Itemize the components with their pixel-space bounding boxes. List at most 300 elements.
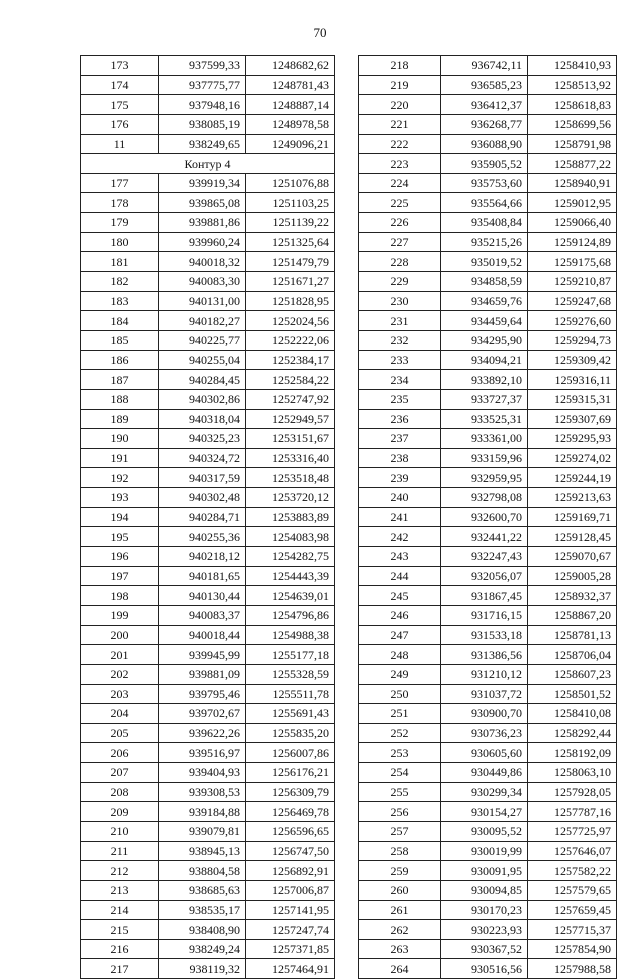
y-coordinate-cell: 1254083,98	[246, 527, 335, 547]
x-coordinate-cell: 940083,30	[159, 272, 246, 292]
y-coordinate-cell: 1248887,14	[246, 95, 335, 115]
y-coordinate-cell: 1258618,83	[528, 95, 617, 115]
table-row	[81, 861, 335, 881]
x-coordinate-cell: 940182,27	[159, 311, 246, 331]
y-coordinate-cell: 1257582,22	[528, 861, 617, 881]
point-number-cell: 208	[81, 782, 159, 802]
page-number: 70	[313, 25, 327, 40]
section-heading-cell: Контур 4	[81, 154, 335, 174]
x-coordinate-cell: 940218,12	[159, 547, 246, 567]
table-row	[359, 625, 617, 645]
table-row	[359, 664, 617, 684]
section-row	[81, 154, 335, 174]
y-coordinate-cell: 1257464,91	[246, 959, 335, 979]
x-coordinate-cell: 935564,66	[441, 193, 528, 213]
point-number-cell: 182	[81, 272, 159, 292]
table-row	[359, 75, 617, 95]
point-number-cell: 176	[81, 114, 159, 134]
table-row	[359, 488, 617, 508]
table-row	[359, 134, 617, 154]
point-number-cell: 197	[81, 566, 159, 586]
point-number-cell: 192	[81, 468, 159, 488]
x-coordinate-cell: 935753,60	[441, 173, 528, 193]
point-number-cell: 184	[81, 311, 159, 331]
table-row	[81, 409, 335, 429]
x-coordinate-cell: 937599,33	[159, 56, 246, 76]
point-number-cell: 177	[81, 173, 159, 193]
table-row	[359, 880, 617, 900]
y-coordinate-cell: 1251828,95	[246, 291, 335, 311]
y-coordinate-cell: 1254443,39	[246, 566, 335, 586]
x-coordinate-cell: 936088,90	[441, 134, 528, 154]
table-row	[81, 448, 335, 468]
y-coordinate-cell: 1254639,01	[246, 586, 335, 606]
y-coordinate-cell: 1252949,57	[246, 409, 335, 429]
point-number-cell: 247	[359, 625, 441, 645]
y-coordinate-cell: 1256309,79	[246, 782, 335, 802]
point-number-cell: 198	[81, 586, 159, 606]
y-coordinate-cell: 1255328,59	[246, 664, 335, 684]
table-row	[81, 547, 335, 567]
point-number-cell: 226	[359, 213, 441, 233]
x-coordinate-cell: 940325,23	[159, 429, 246, 449]
x-coordinate-cell: 938945,13	[159, 841, 246, 861]
y-coordinate-cell: 1259247,68	[528, 291, 617, 311]
y-coordinate-cell: 1248781,43	[246, 75, 335, 95]
table-row	[81, 252, 335, 272]
y-coordinate-cell: 1259309,42	[528, 350, 617, 370]
y-coordinate-cell: 1259012,95	[528, 193, 617, 213]
point-number-cell: 209	[81, 802, 159, 822]
y-coordinate-cell: 1255177,18	[246, 645, 335, 665]
x-coordinate-cell: 937948,16	[159, 95, 246, 115]
y-coordinate-cell: 1252584,22	[246, 370, 335, 390]
table-row	[81, 743, 335, 763]
y-coordinate-cell: 1252024,56	[246, 311, 335, 331]
table-row	[359, 114, 617, 134]
y-coordinate-cell: 1258791,98	[528, 134, 617, 154]
x-coordinate-cell: 939881,86	[159, 213, 246, 233]
x-coordinate-cell: 930449,86	[441, 763, 528, 783]
x-coordinate-cell: 930736,23	[441, 723, 528, 743]
x-coordinate-cell: 940318,04	[159, 409, 246, 429]
x-coordinate-cell: 932056,07	[441, 566, 528, 586]
table-row	[81, 566, 335, 586]
point-number-cell: 235	[359, 389, 441, 409]
point-number-cell: 233	[359, 350, 441, 370]
table-row	[81, 75, 335, 95]
point-number-cell: 180	[81, 232, 159, 252]
table-row	[359, 566, 617, 586]
table-row	[81, 272, 335, 292]
y-coordinate-cell: 1251671,27	[246, 272, 335, 292]
x-coordinate-cell: 930094,85	[441, 880, 528, 900]
table-row	[359, 939, 617, 959]
table-row	[81, 684, 335, 704]
point-number-cell: 225	[359, 193, 441, 213]
point-number-cell: 255	[359, 782, 441, 802]
x-coordinate-cell: 930095,52	[441, 821, 528, 841]
y-coordinate-cell: 1258192,09	[528, 743, 617, 763]
point-number-cell: 237	[359, 429, 441, 449]
point-number-cell: 227	[359, 232, 441, 252]
y-coordinate-cell: 1258706,04	[528, 645, 617, 665]
table-row	[81, 900, 335, 920]
y-coordinate-cell: 1252222,06	[246, 330, 335, 350]
table-row	[81, 173, 335, 193]
x-coordinate-cell: 938249,24	[159, 939, 246, 959]
y-coordinate-cell: 1251479,79	[246, 252, 335, 272]
x-coordinate-cell: 931386,56	[441, 645, 528, 665]
table-row	[81, 193, 335, 213]
table-row	[359, 193, 617, 213]
point-number-cell: 231	[359, 311, 441, 331]
x-coordinate-cell: 931716,15	[441, 605, 528, 625]
y-coordinate-cell: 1258699,56	[528, 114, 617, 134]
x-coordinate-cell: 940018,44	[159, 625, 246, 645]
point-number-cell: 224	[359, 173, 441, 193]
point-number-cell: 244	[359, 566, 441, 586]
table-row	[359, 586, 617, 606]
y-coordinate-cell: 1254988,38	[246, 625, 335, 645]
table-row	[359, 252, 617, 272]
table-row	[359, 645, 617, 665]
y-coordinate-cell: 1252747,92	[246, 389, 335, 409]
y-coordinate-cell: 1256596,65	[246, 821, 335, 841]
x-coordinate-cell: 931210,12	[441, 664, 528, 684]
point-number-cell: 248	[359, 645, 441, 665]
table-row	[81, 389, 335, 409]
x-coordinate-cell: 935019,52	[441, 252, 528, 272]
x-coordinate-cell: 940083,37	[159, 605, 246, 625]
point-number-cell: 173	[81, 56, 159, 76]
point-number-cell: 190	[81, 429, 159, 449]
x-coordinate-cell: 934459,64	[441, 311, 528, 331]
point-number-cell: 229	[359, 272, 441, 292]
x-coordinate-cell: 936585,23	[441, 75, 528, 95]
x-coordinate-cell: 940130,44	[159, 586, 246, 606]
table-row	[81, 488, 335, 508]
point-number-cell: 213	[81, 880, 159, 900]
y-coordinate-cell: 1248682,62	[246, 56, 335, 76]
x-coordinate-cell: 939516,97	[159, 743, 246, 763]
point-number-cell: 203	[81, 684, 159, 704]
table-row	[81, 920, 335, 940]
y-coordinate-cell: 1249096,21	[246, 134, 335, 154]
x-coordinate-cell: 930170,23	[441, 900, 528, 920]
table-row	[359, 507, 617, 527]
y-coordinate-cell: 1253883,89	[246, 507, 335, 527]
point-number-cell: 263	[359, 939, 441, 959]
table-row	[81, 586, 335, 606]
point-number-cell: 211	[81, 841, 159, 861]
point-number-cell: 174	[81, 75, 159, 95]
x-coordinate-cell: 934094,21	[441, 350, 528, 370]
y-coordinate-cell: 1258410,08	[528, 704, 617, 724]
x-coordinate-cell: 940018,32	[159, 252, 246, 272]
x-coordinate-cell: 933525,31	[441, 409, 528, 429]
table-row	[359, 802, 617, 822]
x-coordinate-cell: 939919,34	[159, 173, 246, 193]
table-row	[359, 232, 617, 252]
point-number-cell: 214	[81, 900, 159, 920]
point-number-cell: 219	[359, 75, 441, 95]
table-row	[81, 134, 335, 154]
table-row	[359, 959, 617, 979]
y-coordinate-cell: 1259213,63	[528, 488, 617, 508]
x-coordinate-cell: 936268,77	[441, 114, 528, 134]
coordinates-table-left	[80, 55, 335, 979]
x-coordinate-cell: 931533,18	[441, 625, 528, 645]
y-coordinate-cell: 1259294,73	[528, 330, 617, 350]
point-number-cell: 260	[359, 880, 441, 900]
x-coordinate-cell: 933159,96	[441, 448, 528, 468]
x-coordinate-cell: 930091,95	[441, 861, 528, 881]
point-number-cell: 193	[81, 488, 159, 508]
y-coordinate-cell: 1258501,52	[528, 684, 617, 704]
x-coordinate-cell: 934295,90	[441, 330, 528, 350]
y-coordinate-cell: 1257646,07	[528, 841, 617, 861]
y-coordinate-cell: 1259066,40	[528, 213, 617, 233]
y-coordinate-cell: 1257928,05	[528, 782, 617, 802]
point-number-cell: 262	[359, 920, 441, 940]
x-coordinate-cell: 934659,76	[441, 291, 528, 311]
x-coordinate-cell: 933892,10	[441, 370, 528, 390]
point-number-cell: 220	[359, 95, 441, 115]
point-number-cell: 210	[81, 821, 159, 841]
table-row	[81, 370, 335, 390]
x-coordinate-cell: 930154,27	[441, 802, 528, 822]
point-number-cell: 187	[81, 370, 159, 390]
table-row	[81, 507, 335, 527]
table-row	[359, 330, 617, 350]
table-row	[359, 95, 617, 115]
x-coordinate-cell: 938408,90	[159, 920, 246, 940]
x-coordinate-cell: 939945,99	[159, 645, 246, 665]
table-row	[81, 880, 335, 900]
x-coordinate-cell: 938085,19	[159, 114, 246, 134]
point-number-cell: 207	[81, 763, 159, 783]
y-coordinate-cell: 1258410,93	[528, 56, 617, 76]
table-row	[81, 213, 335, 233]
point-number-cell: 251	[359, 704, 441, 724]
x-coordinate-cell: 939702,67	[159, 704, 246, 724]
point-number-cell: 236	[359, 409, 441, 429]
point-number-cell: 196	[81, 547, 159, 567]
y-coordinate-cell: 1257988,58	[528, 959, 617, 979]
point-number-cell: 215	[81, 920, 159, 940]
point-number-cell: 250	[359, 684, 441, 704]
table-row	[359, 409, 617, 429]
x-coordinate-cell: 935905,52	[441, 154, 528, 174]
table-row	[359, 311, 617, 331]
point-number-cell: 195	[81, 527, 159, 547]
point-number-cell: 252	[359, 723, 441, 743]
y-coordinate-cell: 1259315,31	[528, 389, 617, 409]
y-coordinate-cell: 1255691,43	[246, 704, 335, 724]
x-coordinate-cell: 933727,37	[441, 389, 528, 409]
table-row	[359, 547, 617, 567]
y-coordinate-cell: 1259307,69	[528, 409, 617, 429]
y-coordinate-cell: 1258932,37	[528, 586, 617, 606]
y-coordinate-cell: 1257725,97	[528, 821, 617, 841]
point-number-cell: 175	[81, 95, 159, 115]
y-coordinate-cell: 1259175,68	[528, 252, 617, 272]
point-number-cell: 217	[81, 959, 159, 979]
point-number-cell: 178	[81, 193, 159, 213]
table-row	[81, 350, 335, 370]
x-coordinate-cell: 939795,46	[159, 684, 246, 704]
table-row	[359, 841, 617, 861]
y-coordinate-cell: 1257787,16	[528, 802, 617, 822]
x-coordinate-cell: 940255,36	[159, 527, 246, 547]
point-number-cell: 204	[81, 704, 159, 724]
x-coordinate-cell: 930223,93	[441, 920, 528, 940]
y-coordinate-cell: 1258940,91	[528, 173, 617, 193]
point-number-cell: 242	[359, 527, 441, 547]
x-coordinate-cell: 932600,70	[441, 507, 528, 527]
table-row	[81, 468, 335, 488]
point-number-cell: 261	[359, 900, 441, 920]
x-coordinate-cell: 937775,77	[159, 75, 246, 95]
x-coordinate-cell: 932959,95	[441, 468, 528, 488]
point-number-cell: 238	[359, 448, 441, 468]
coordinates-table-right	[358, 55, 617, 979]
table-row	[359, 213, 617, 233]
x-coordinate-cell: 930516,56	[441, 959, 528, 979]
y-coordinate-cell: 1258781,13	[528, 625, 617, 645]
point-number-cell: 259	[359, 861, 441, 881]
x-coordinate-cell: 939308,53	[159, 782, 246, 802]
y-coordinate-cell: 1256747,50	[246, 841, 335, 861]
y-coordinate-cell: 1256007,86	[246, 743, 335, 763]
y-coordinate-cell: 1259316,11	[528, 370, 617, 390]
table-row	[81, 841, 335, 861]
y-coordinate-cell: 1248978,58	[246, 114, 335, 134]
y-coordinate-cell: 1251139,22	[246, 213, 335, 233]
point-number-cell: 201	[81, 645, 159, 665]
point-number-cell: 188	[81, 389, 159, 409]
y-coordinate-cell: 1256469,78	[246, 802, 335, 822]
x-coordinate-cell: 940225,77	[159, 330, 246, 350]
x-coordinate-cell: 930900,70	[441, 704, 528, 724]
x-coordinate-cell: 939184,88	[159, 802, 246, 822]
table-row	[81, 723, 335, 743]
x-coordinate-cell: 939622,26	[159, 723, 246, 743]
table-row	[81, 782, 335, 802]
y-coordinate-cell: 1259276,60	[528, 311, 617, 331]
table-row	[359, 448, 617, 468]
y-coordinate-cell: 1259210,87	[528, 272, 617, 292]
table-row	[359, 743, 617, 763]
point-number-cell: 202	[81, 664, 159, 684]
x-coordinate-cell: 940324,72	[159, 448, 246, 468]
x-coordinate-cell: 932441,22	[441, 527, 528, 547]
y-coordinate-cell: 1258877,22	[528, 154, 617, 174]
y-coordinate-cell: 1256892,91	[246, 861, 335, 881]
point-number-cell: 179	[81, 213, 159, 233]
table-row	[359, 272, 617, 292]
table-row	[359, 861, 617, 881]
y-coordinate-cell: 1256176,21	[246, 763, 335, 783]
x-coordinate-cell: 938535,17	[159, 900, 246, 920]
table-row	[81, 114, 335, 134]
x-coordinate-cell: 935408,84	[441, 213, 528, 233]
table-row	[81, 704, 335, 724]
x-coordinate-cell: 938249,65	[159, 134, 246, 154]
x-coordinate-cell: 931867,45	[441, 586, 528, 606]
x-coordinate-cell: 936412,37	[441, 95, 528, 115]
x-coordinate-cell: 940284,71	[159, 507, 246, 527]
x-coordinate-cell: 930299,34	[441, 782, 528, 802]
table-row	[81, 56, 335, 76]
point-number-cell: 253	[359, 743, 441, 763]
x-coordinate-cell: 930605,60	[441, 743, 528, 763]
point-number-cell: 223	[359, 154, 441, 174]
point-number-cell: 239	[359, 468, 441, 488]
point-number-cell: 185	[81, 330, 159, 350]
y-coordinate-cell: 1255511,78	[246, 684, 335, 704]
y-coordinate-cell: 1259005,28	[528, 566, 617, 586]
y-coordinate-cell: 1253518,48	[246, 468, 335, 488]
x-coordinate-cell: 940302,48	[159, 488, 246, 508]
table-row	[81, 527, 335, 547]
x-coordinate-cell: 939404,93	[159, 763, 246, 783]
table-row	[359, 605, 617, 625]
table-row	[359, 684, 617, 704]
table-row	[359, 821, 617, 841]
point-number-cell: 181	[81, 252, 159, 272]
point-number-cell: 245	[359, 586, 441, 606]
point-number-cell: 256	[359, 802, 441, 822]
x-coordinate-cell: 940302,86	[159, 389, 246, 409]
y-coordinate-cell: 1259169,71	[528, 507, 617, 527]
table-row	[359, 900, 617, 920]
x-coordinate-cell: 940284,45	[159, 370, 246, 390]
y-coordinate-cell: 1258513,92	[528, 75, 617, 95]
y-coordinate-cell: 1253316,40	[246, 448, 335, 468]
table-row	[359, 56, 617, 76]
table-row	[359, 350, 617, 370]
table-row	[359, 429, 617, 449]
point-number-cell: 222	[359, 134, 441, 154]
y-coordinate-cell: 1257854,90	[528, 939, 617, 959]
x-coordinate-cell: 932798,08	[441, 488, 528, 508]
y-coordinate-cell: 1258607,23	[528, 664, 617, 684]
point-number-cell: 186	[81, 350, 159, 370]
table-row	[81, 95, 335, 115]
x-coordinate-cell: 933361,00	[441, 429, 528, 449]
table-row	[81, 664, 335, 684]
x-coordinate-cell: 930367,52	[441, 939, 528, 959]
point-number-cell: 205	[81, 723, 159, 743]
point-number-cell: 218	[359, 56, 441, 76]
x-coordinate-cell: 936742,11	[441, 56, 528, 76]
table-row	[359, 370, 617, 390]
table-row	[359, 527, 617, 547]
y-coordinate-cell: 1259128,45	[528, 527, 617, 547]
table-row	[81, 821, 335, 841]
table-row	[81, 959, 335, 979]
table-row	[81, 311, 335, 331]
table-row	[359, 920, 617, 940]
point-number-cell: 232	[359, 330, 441, 350]
x-coordinate-cell: 938685,63	[159, 880, 246, 900]
table-row	[359, 704, 617, 724]
table-row	[359, 782, 617, 802]
y-coordinate-cell: 1257141,95	[246, 900, 335, 920]
y-coordinate-cell: 1252384,17	[246, 350, 335, 370]
